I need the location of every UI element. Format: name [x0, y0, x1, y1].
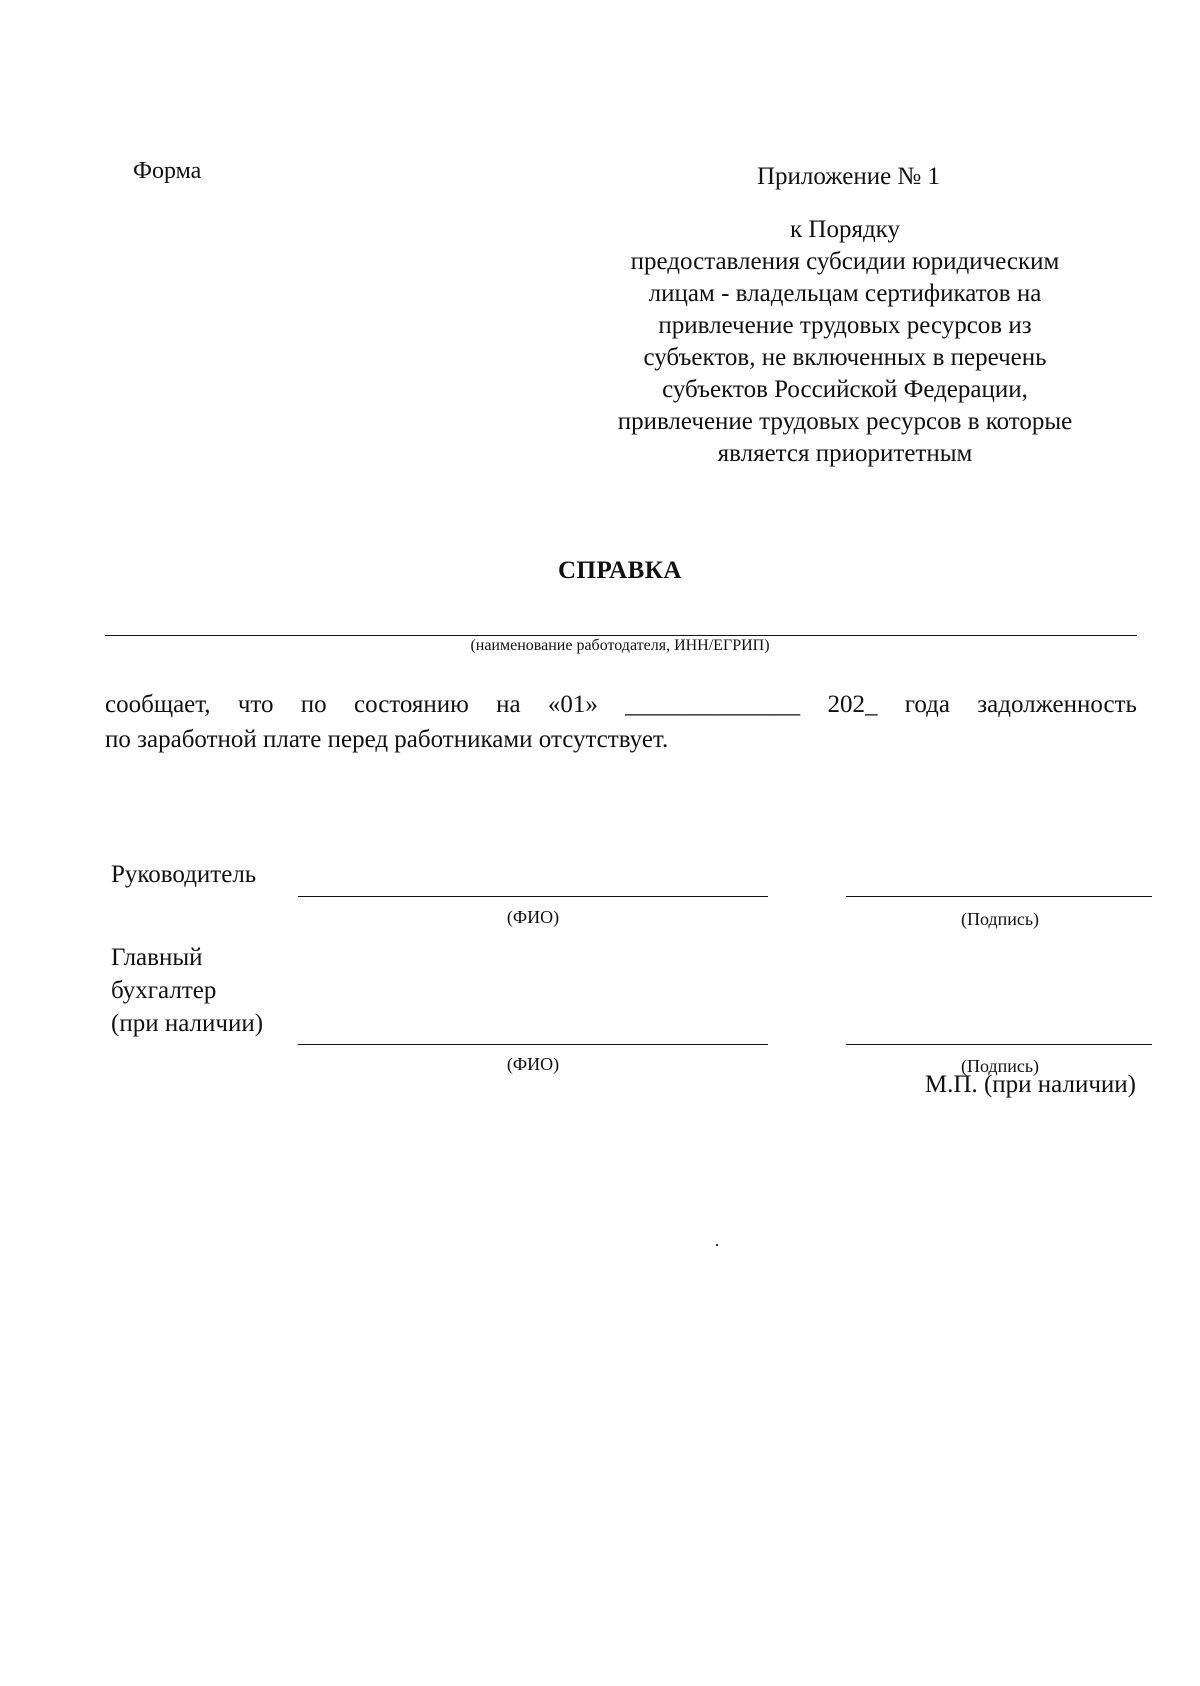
accountant-signature-caption: (Подпись) — [960, 1056, 1040, 1076]
statement-date-year: 202_ — [827, 691, 878, 718]
employer-name-line — [105, 635, 1137, 636]
chief-accountant-label-line: бухгалтер — [111, 977, 217, 1004]
chief-accountant-label-line: Главный — [111, 944, 203, 971]
head-fio-line — [298, 896, 768, 897]
employer-caption: (наименование работодателя, ИНН/ЕГРИП) — [470, 637, 770, 654]
statement-date-day: «01» — [547, 691, 598, 718]
stamp-placeholder: М.П. (при наличии) — [924, 1071, 1136, 1098]
accountant-fio-caption: (ФИО) — [506, 1054, 560, 1074]
head-fio-caption: (ФИО) — [506, 907, 560, 927]
appendix-line: субъектов Российской Федерации, — [662, 376, 1028, 403]
appendix-line: лицам - владельцам сертификатов на — [648, 280, 1042, 307]
accountant-signature-line — [846, 1044, 1152, 1045]
chief-accountant-label-line: (при наличии) — [111, 1010, 264, 1037]
statement-word: что — [237, 691, 274, 718]
statement-word: состоянию — [353, 691, 469, 718]
statement-word: задолженность — [977, 691, 1137, 718]
statement-line-1 — [105, 691, 1137, 719]
scan-speck — [716, 1244, 718, 1246]
appendix-line: субъектов, не включенных в перечень — [643, 344, 1047, 371]
accountant-fio-line — [298, 1044, 768, 1045]
statement-date-month-blank: ______________ — [625, 691, 801, 718]
chief-accountant-label — [111, 941, 263, 1040]
statement-word: по — [300, 691, 327, 718]
statement-word: сообщает, — [105, 691, 211, 718]
head-signature-caption: (Подпись) — [960, 909, 1040, 929]
statement-word: на — [496, 691, 521, 718]
head-signature-line — [846, 896, 1152, 897]
document-title: СПРАВКА — [558, 557, 682, 584]
appendix-line: привлечение трудовых ресурсов в которые — [617, 408, 1073, 435]
statement-line-2: по заработной плате перед работниками отсутствует. — [105, 726, 669, 753]
appendix-line: предоставления субсидии юридическим — [630, 248, 1060, 275]
form-label: Форма — [133, 158, 202, 184]
appendix-line: привлечение трудовых ресурсов из — [658, 312, 1032, 339]
statement-word: года — [904, 691, 950, 718]
appendix-number: Приложение № 1 — [757, 163, 941, 190]
appendix-reference — [560, 214, 1130, 470]
head-label: Руководитель — [111, 861, 257, 888]
appendix-line: к Порядку — [790, 216, 900, 243]
appendix-line: является приоритетным — [717, 440, 973, 467]
